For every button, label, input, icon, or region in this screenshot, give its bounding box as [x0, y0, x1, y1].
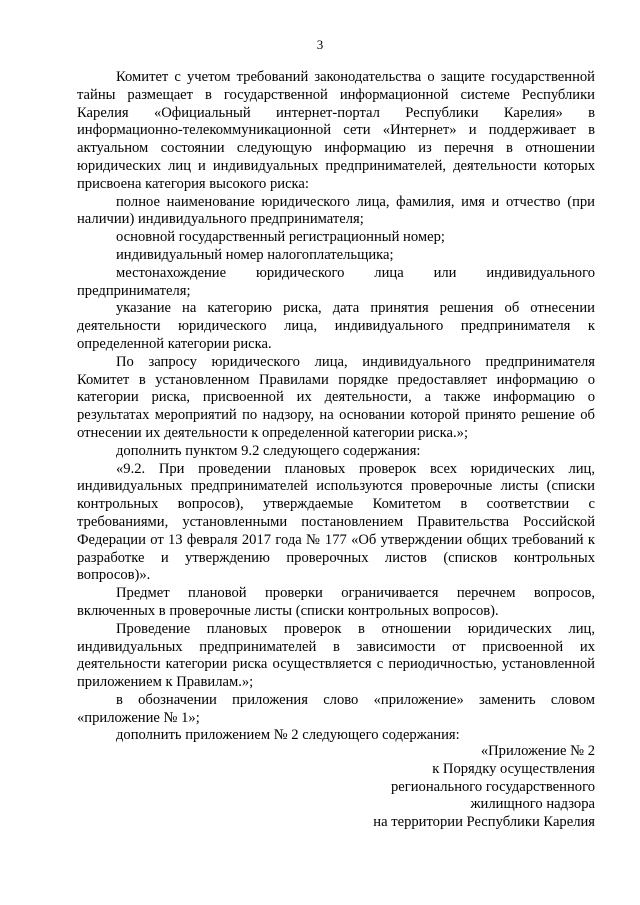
appendix-line: к Порядку осуществления — [432, 760, 595, 777]
paragraph-risk-category: указание на категорию риска, дата принятия решения об отнесении деятельности юридического лица, индивидуального предпринимателя к определенной категории риска. — [77, 300, 595, 352]
document-body — [77, 69, 595, 745]
appendix-line: регионального государственного — [390, 778, 595, 795]
appendix-header — [373, 743, 595, 832]
paragraph-inn: индивидуальный номер налогоплательщика; — [116, 246, 394, 263]
paragraph-9-2-text: «9.2. При проведении плановых проверок всех юридических лиц, индивидуальных предпринимателей используются проверочные листы (списки контрольных вопросов), утверждаемые Комитетом в соответствии с требованиями, установленными постановлением Правительства Российской Федерации от 13 февраля 2017 года № 177 «Об утверждении общих требований к разработке и утверждению проверочных листов (списков контрольных вопросов)». — [77, 460, 595, 584]
paragraph-full-name: полное наименование юридического лица, фамилия, имя и отчество (при наличии) индивидуального предпринимателя; — [77, 193, 595, 228]
paragraph-replace-word: в обозначении приложения слово «приложение» заменить словом «приложение № 1»; — [77, 691, 595, 726]
paragraph-publication-info: Комитет с учетом требований законодательства о защите государственной тайны размещает в государственной информационной системе Республики Карелия «Официальный интернет-портал Республики Карелия» в информационно-телекоммуникационной сети «Интернет» и поддерживает в актуальном состоянии следующую информацию из перечня в отношении юридических лиц и индивидуальных предпринимателей, деятельности которых присвоена категория высокого риска: — [77, 69, 595, 192]
page-number: 3 — [316, 37, 324, 52]
paragraph-inspection-frequency: Проведение плановых проверок в отношении юридических лиц, индивидуальных предпринимателей в зависимости от присвоенной их деятельности категории риска осуществляется с периодичностью, установленной приложением к Правилам.»; — [77, 620, 595, 691]
paragraph-location: местонахождение юридического лица или индивидуального предпринимателя; — [77, 264, 595, 299]
paragraph-add-appendix: дополнить приложением № 2 следующего содержания: — [116, 727, 460, 744]
paragraph-ogrn: основной государственный регистрационный номер; — [116, 229, 445, 246]
paragraph-request-info: По запросу юридического лица, индивидуального предпринимателя Комитет в установленном Правилами порядке предоставляет информацию о категории риска, присвоенной их деятельности, а также информацию о результатах мероприятий по надзору, на основании которой принято решение об отнесении их деятельности к определенной категории риска.»; — [77, 353, 595, 441]
paragraph-inspection-subject: Предмет плановой проверки ограничивается перечнем вопросов, включенных в проверочные листы (списки контрольных вопросов). — [77, 585, 595, 619]
appendix-line: на территории Республики Карелия — [373, 814, 595, 831]
appendix-line: «Приложение № 2 — [480, 743, 595, 759]
appendix-line: жилищного надзора — [470, 796, 595, 813]
paragraph-add-9-2: дополнить пунктом 9.2 следующего содержания: — [116, 442, 421, 459]
